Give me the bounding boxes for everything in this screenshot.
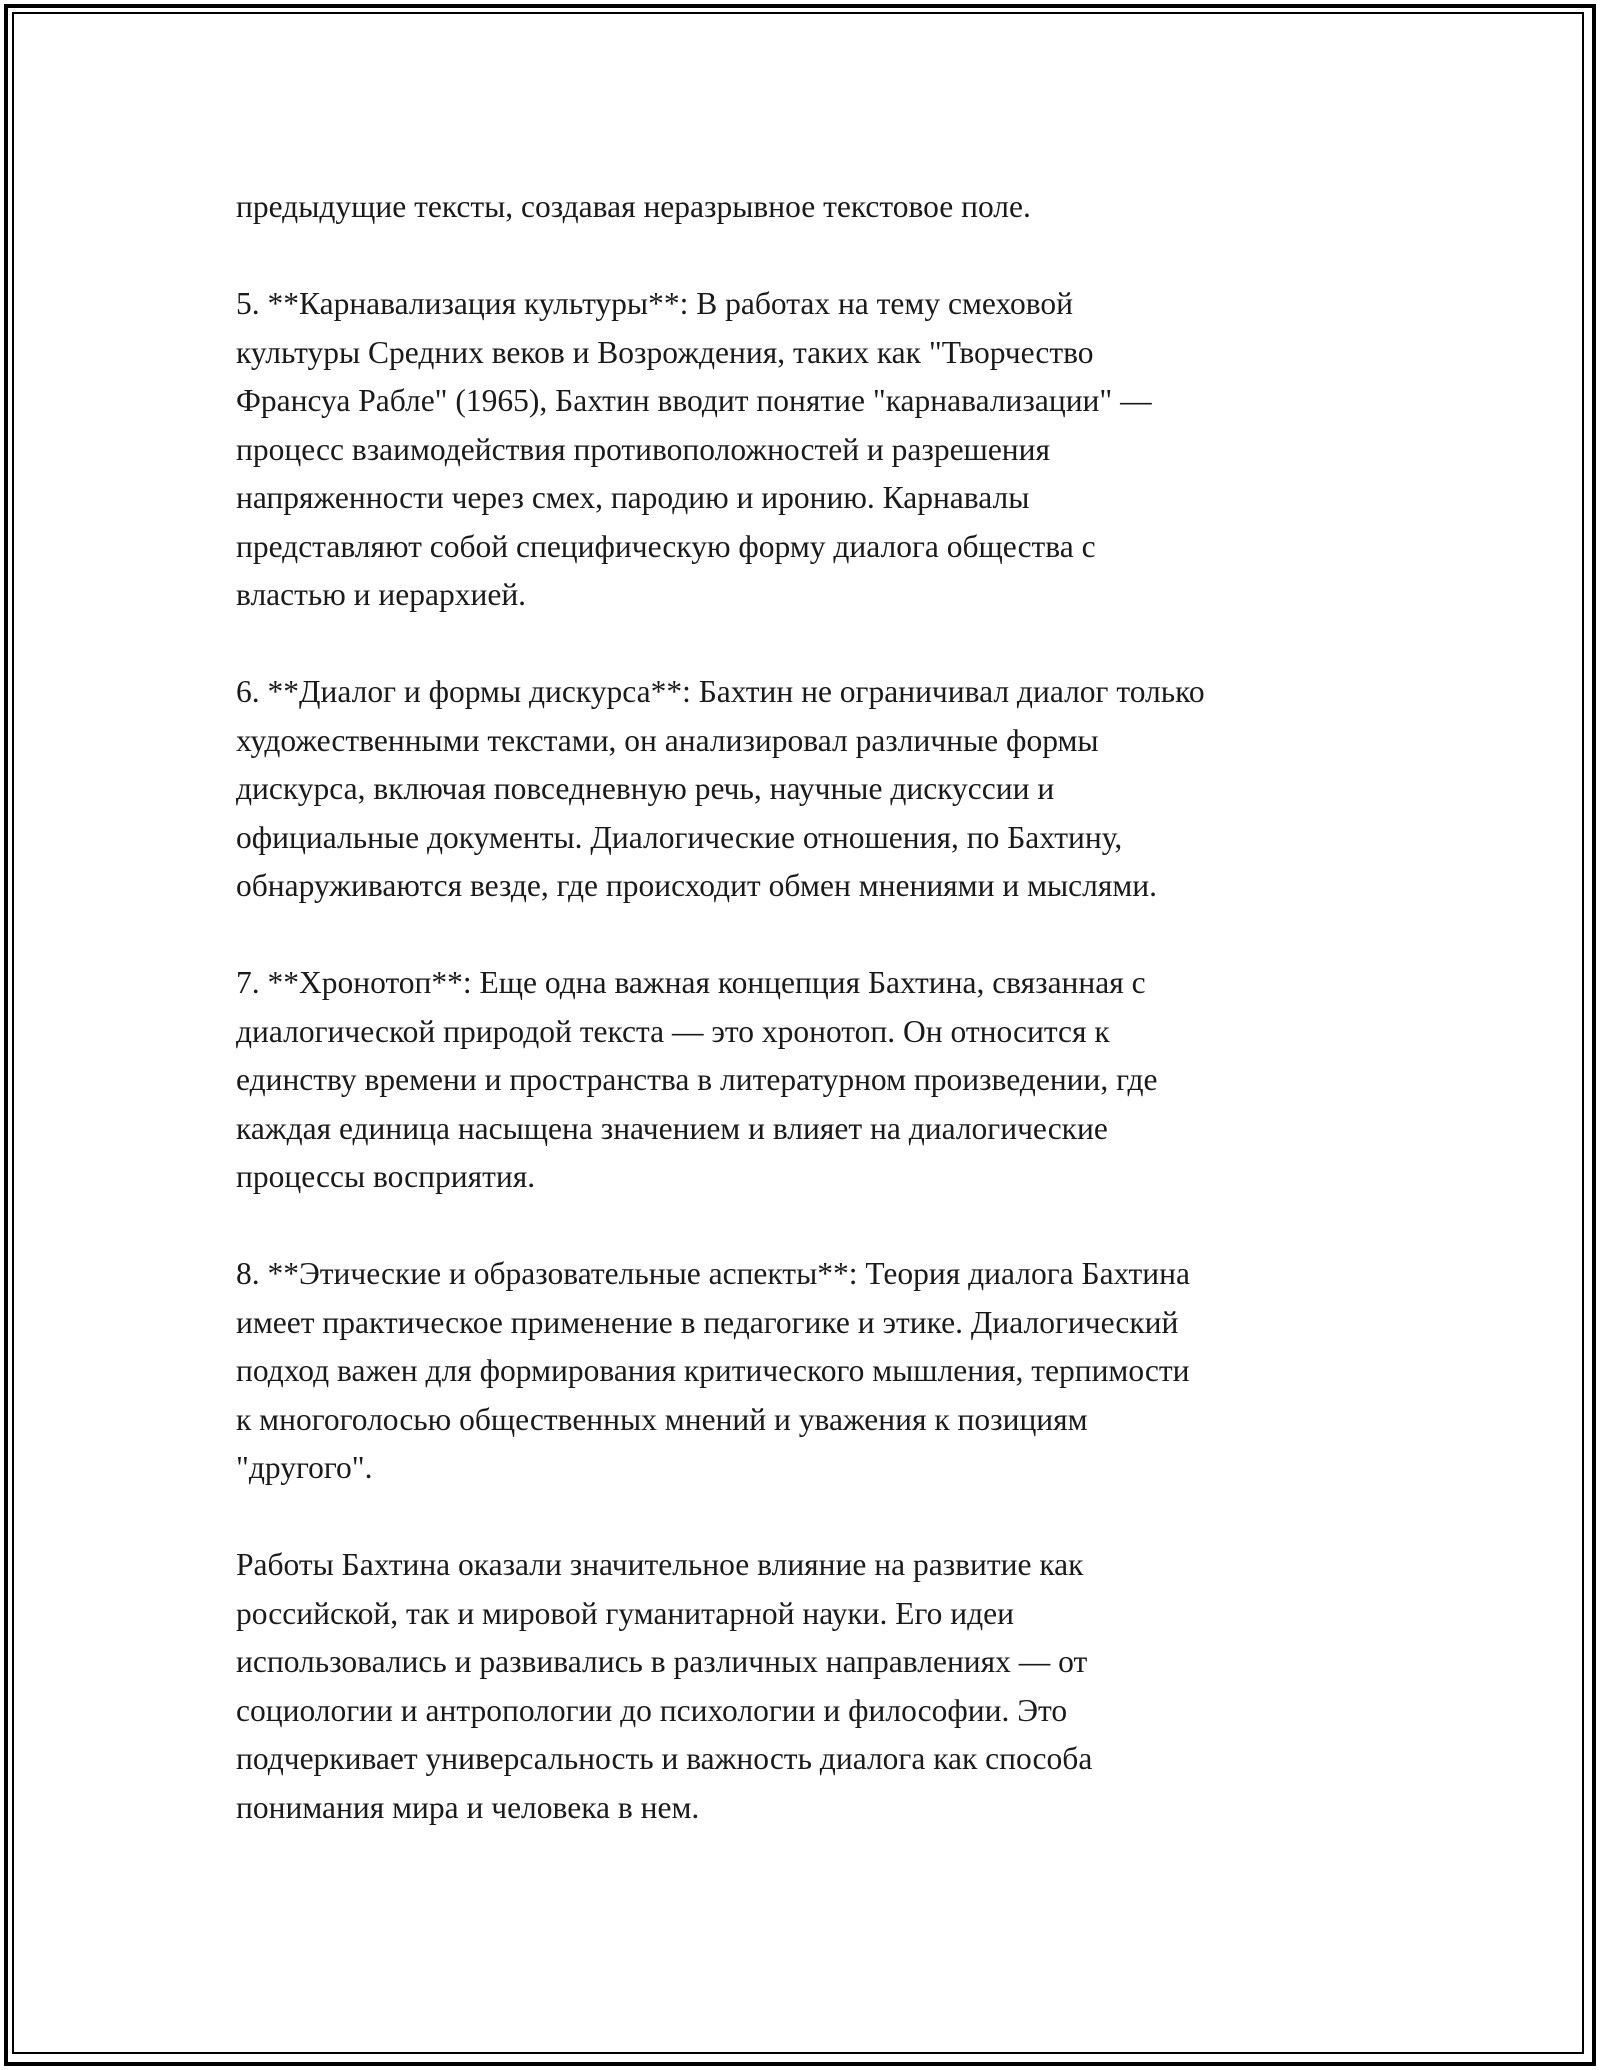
text-line: 6. **Диалог и формы дискурса**: Бахтин не ограничивал диалог только [236, 674, 1205, 709]
text-line: напряженности через смех, пародию и иронию. Карнавалы [236, 480, 1030, 515]
paragraph-chronotope [236, 959, 1416, 1202]
text-line: Работы Бахтина оказали значительное влияние на развитие как [236, 1547, 1084, 1582]
text-line: подчеркивает универсальность и важность диалога как способа [236, 1741, 1093, 1776]
text-line: 7. **Хронотоп**: Еще одна важная концепция Бахтина, связанная с [236, 965, 1146, 1000]
text-line: каждая единица насыщена значением и влияет на диалогические [236, 1110, 1108, 1146]
text-line: культуры Средних веков и Возрождения, таких как "Творчество [236, 334, 1094, 370]
text-line: социологии и антропологии до психологии и философии. Это [236, 1692, 1068, 1728]
text-line: 5. **Карнавализация культуры**: В работах на тему смеховой [236, 286, 1074, 321]
text-line: диалогической природой текста — это хронотоп. Он относится к [236, 1013, 1110, 1049]
text-line: 8. **Этические и образовательные аспекты**: Теория диалога Бахтина [236, 1256, 1190, 1291]
text-line: единству времени и пространства в литературном произведении, где [236, 1062, 1158, 1097]
text-line: дискурса, включая повседневную речь, научные дискуссии и [236, 771, 1055, 806]
text-line: процесс взаимодействия противоположностей и разрешения [236, 431, 1051, 467]
paragraph-carnivalization [236, 280, 1416, 620]
document-body [236, 183, 1416, 1832]
text-line: российской, так и мировой гуманитарной науки. Его идеи [236, 1595, 1014, 1631]
text-line: представляют собой специфическую форму диалога общества с [236, 528, 1096, 564]
text-line: использовались и развивались в различных направлениях — от [236, 1644, 1088, 1679]
paragraph-ethics [236, 1250, 1416, 1493]
text-line: обнаруживаются везде, где происходит обмен мнениями и мыслями. [236, 868, 1158, 903]
text-line: имеет практическое применение в педагогике и этике. Диалогический [236, 1304, 1179, 1340]
text-line: понимания мира и человека в нем. [236, 1789, 700, 1825]
text-line: подход важен для формирования критического мышления, терпимости [236, 1353, 1190, 1388]
text-line: к многоголосью общественных мнений и уважения к позициям [236, 1401, 1088, 1437]
text-line: властью и иерархией. [236, 577, 527, 612]
paragraph-conclusion [236, 1541, 1416, 1832]
text-line: художественными текстами, он анализировал различные формы [236, 722, 1099, 758]
text-line: процессы восприятия. [236, 1159, 536, 1194]
paragraph-discourse [236, 668, 1416, 911]
text-line: Франсуа Рабле" (1965), Бахтин вводит понятие "карнавализации" — [236, 383, 1152, 418]
text-line: официальные документы. Диалогические отношения, по Бахтину, [236, 819, 1123, 855]
text-line: предыдущие тексты, создавая неразрывное текстовое поле. [236, 189, 1031, 224]
paragraph-continuation [236, 183, 1416, 232]
text-line: "другого". [236, 1450, 373, 1485]
